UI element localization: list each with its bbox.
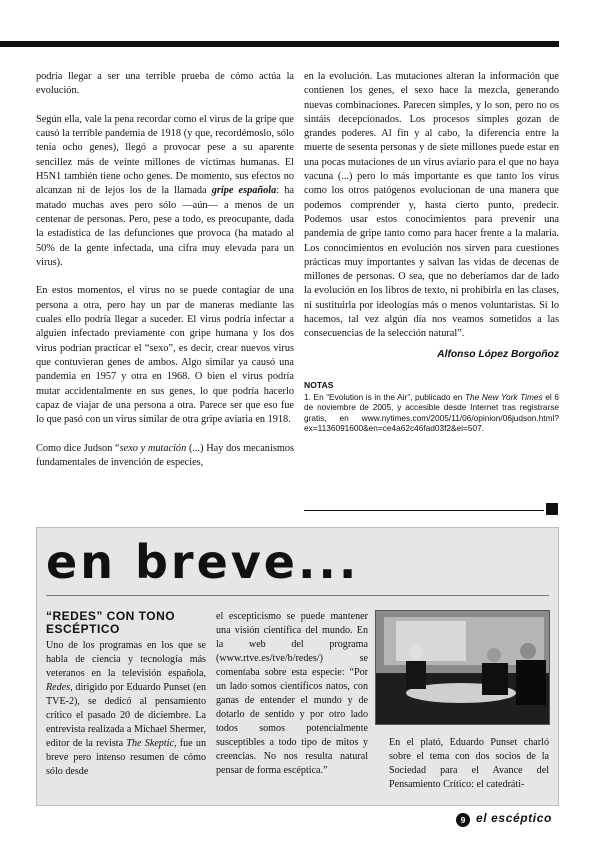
author-signature: Alfonso López Borgoñoz xyxy=(437,348,559,360)
page-number: 9 xyxy=(456,813,470,827)
news-section-title: en breve... xyxy=(46,535,360,589)
article-paragraph: Según ella, vale la pena recordar como el virus de la gripe que causó la terrible pandemia de 1918 (y que, recordémoslo, sólo tenía ocho genes), llegó a provocar pese a su aparente sencillez más de veinte millones de víctimas humanas. El H5N1 también tiene ocho genes. De momento, sus efectos no alcanzan ni de lejos los de la llamada gripe española: ha matado muchas aves pero sólo —aún— a menos de un centenar de personas. Pero, pese a todo, es preocupante, dada la estadística de las defunciones que provoca (ha matado al 50% de la gente infectada, una cifra muy elevada para un virus). xyxy=(36,113,294,268)
tv-studio-photo xyxy=(375,610,550,725)
top-rule xyxy=(0,41,559,47)
article-column-right xyxy=(304,70,559,434)
news-column-2 xyxy=(216,610,368,778)
article-column-left xyxy=(36,70,294,485)
article-paragraph: En estos momentos, el virus no se puede contagiar de una persona a otra, pero hay un par de maneras mediante las cuales ello podría llegar a suceder. El virus podría infectar a alguien infectado previamente con gripe humana y los dos virus podrían practicar el “sexo”, es decir, crear nuevos virus que contuvieran genes de ambos. Algo similar ya causó una pandemia en 1957 y otra en 1968. O bien el virus podría mutar accidentalmente en sus genes, lo que podría hacerlo capaz de viajar de una persona a otra. Parece ser que eso fue lo que pasó con un virus similar de otra gripe aviaria en 1918. xyxy=(36,285,294,426)
note-item: 1. En “Evolution is in the Air”, publicado en The New York Times el 6 de noviembre de 2005, y accesible desde Internet tras registrarse gratis, en www.nytimes.com/2005/11/06/opinion/06judson.html?ex=1136091600&en=ce4a62c46fad03f2&ei=507. xyxy=(304,391,559,434)
program-name: Redes xyxy=(46,682,71,693)
article-paragraph: podría llegar a ser una terrible prueba de cómo actúa la evolución. xyxy=(36,71,294,97)
news-paragraph: Uno de los programas en los que se habla de ciencia y tecnología más veteranos en la televisión española, Redes, dirigido por Eduardo Punset (en TVE-2), se dedicó al pensamiento crítico el pasado 20 de diciembre. La entrevista realizada a Michael Shermer, editor de la revista The Skeptic, fue un breve pero intenso resumen de cómo sólo desde xyxy=(46,640,206,777)
end-of-article-rule xyxy=(304,510,544,511)
article-paragraph: Como dice Judson “sexo y mutación (...) Hay dos mecanismos fundamentales de invención de especies, xyxy=(36,442,294,469)
end-of-article-mark xyxy=(546,503,558,515)
magazine-name: el escéptico xyxy=(476,811,552,825)
news-column-1 xyxy=(46,610,206,779)
photo-caption-column xyxy=(389,736,549,792)
quoted-term: sexo y mutación xyxy=(119,442,187,454)
article-paragraph: en la evolución. Las mutaciones alteran la información que contienen los genes, el sexo hace la mezcla, generando nuevas combinaciones. Parecen simples, y lo son, pero no os sintáis decepcionados. Los procesos simples gozan de grandes poderes. Al fin y al cabo, la diferencia entre la muerte de sesenta personas y de siete millones puede estar en una pocas mutaciones de un virus aviario para el que no haya vacuna (...) pero lo más importante es que tanto los virus como los otros patógenos evolucionan de una manera que podemos comprender y, hasta cierto punto, predecir. Podemos usar estos conocimientos para prevenir una pandemia de gripe tanto como para hacer frente a la malaria. Los conocimientos en evolución nos sirven para cuestiones prácticas muy importantes y salvan las vidas de decenas de millones de personas. O sea, que no deberíamos dar de lado la evolución en los libros de texto, ni prohibirla en las clases, ni sustituirla por ideologías más o menos voluntaristas. Si lo hacemos, tal vez algún día nos veamos sometidos a las consecuencias de la selección natural”. xyxy=(304,71,559,340)
notes-section xyxy=(304,380,559,434)
news-heading: “REDES” CON TONO ESCÉPTICO xyxy=(46,609,176,636)
news-paragraph: el escepticismo se puede mantener una visión científica del mundo. En la web del programa (www.rtve.es/tve/b/redes/) se comentaba sobre esta especie: “Por un lado somos científicos natos, con ganas de entender el mundo y de dotarlo de sentido y por otro lado todos somos potencialmente susceptibles a todo tipo de mitos y creencias. No nos resulta natural pensar de forma escéptica.” xyxy=(216,611,368,776)
tv-studio-photo-illustration xyxy=(376,611,550,725)
magazine-name: The Skeptic xyxy=(126,738,174,749)
news-title-rule xyxy=(46,595,549,596)
notes-title: NOTAS xyxy=(304,379,334,390)
news-paragraph: En el plató, Eduardo Punset charló sobre el tema con dos socios de la Sociedad para el Avance del Pensamiento Crítico: el catedráti- xyxy=(389,737,549,790)
emphasis-term: gripe española xyxy=(211,185,277,197)
